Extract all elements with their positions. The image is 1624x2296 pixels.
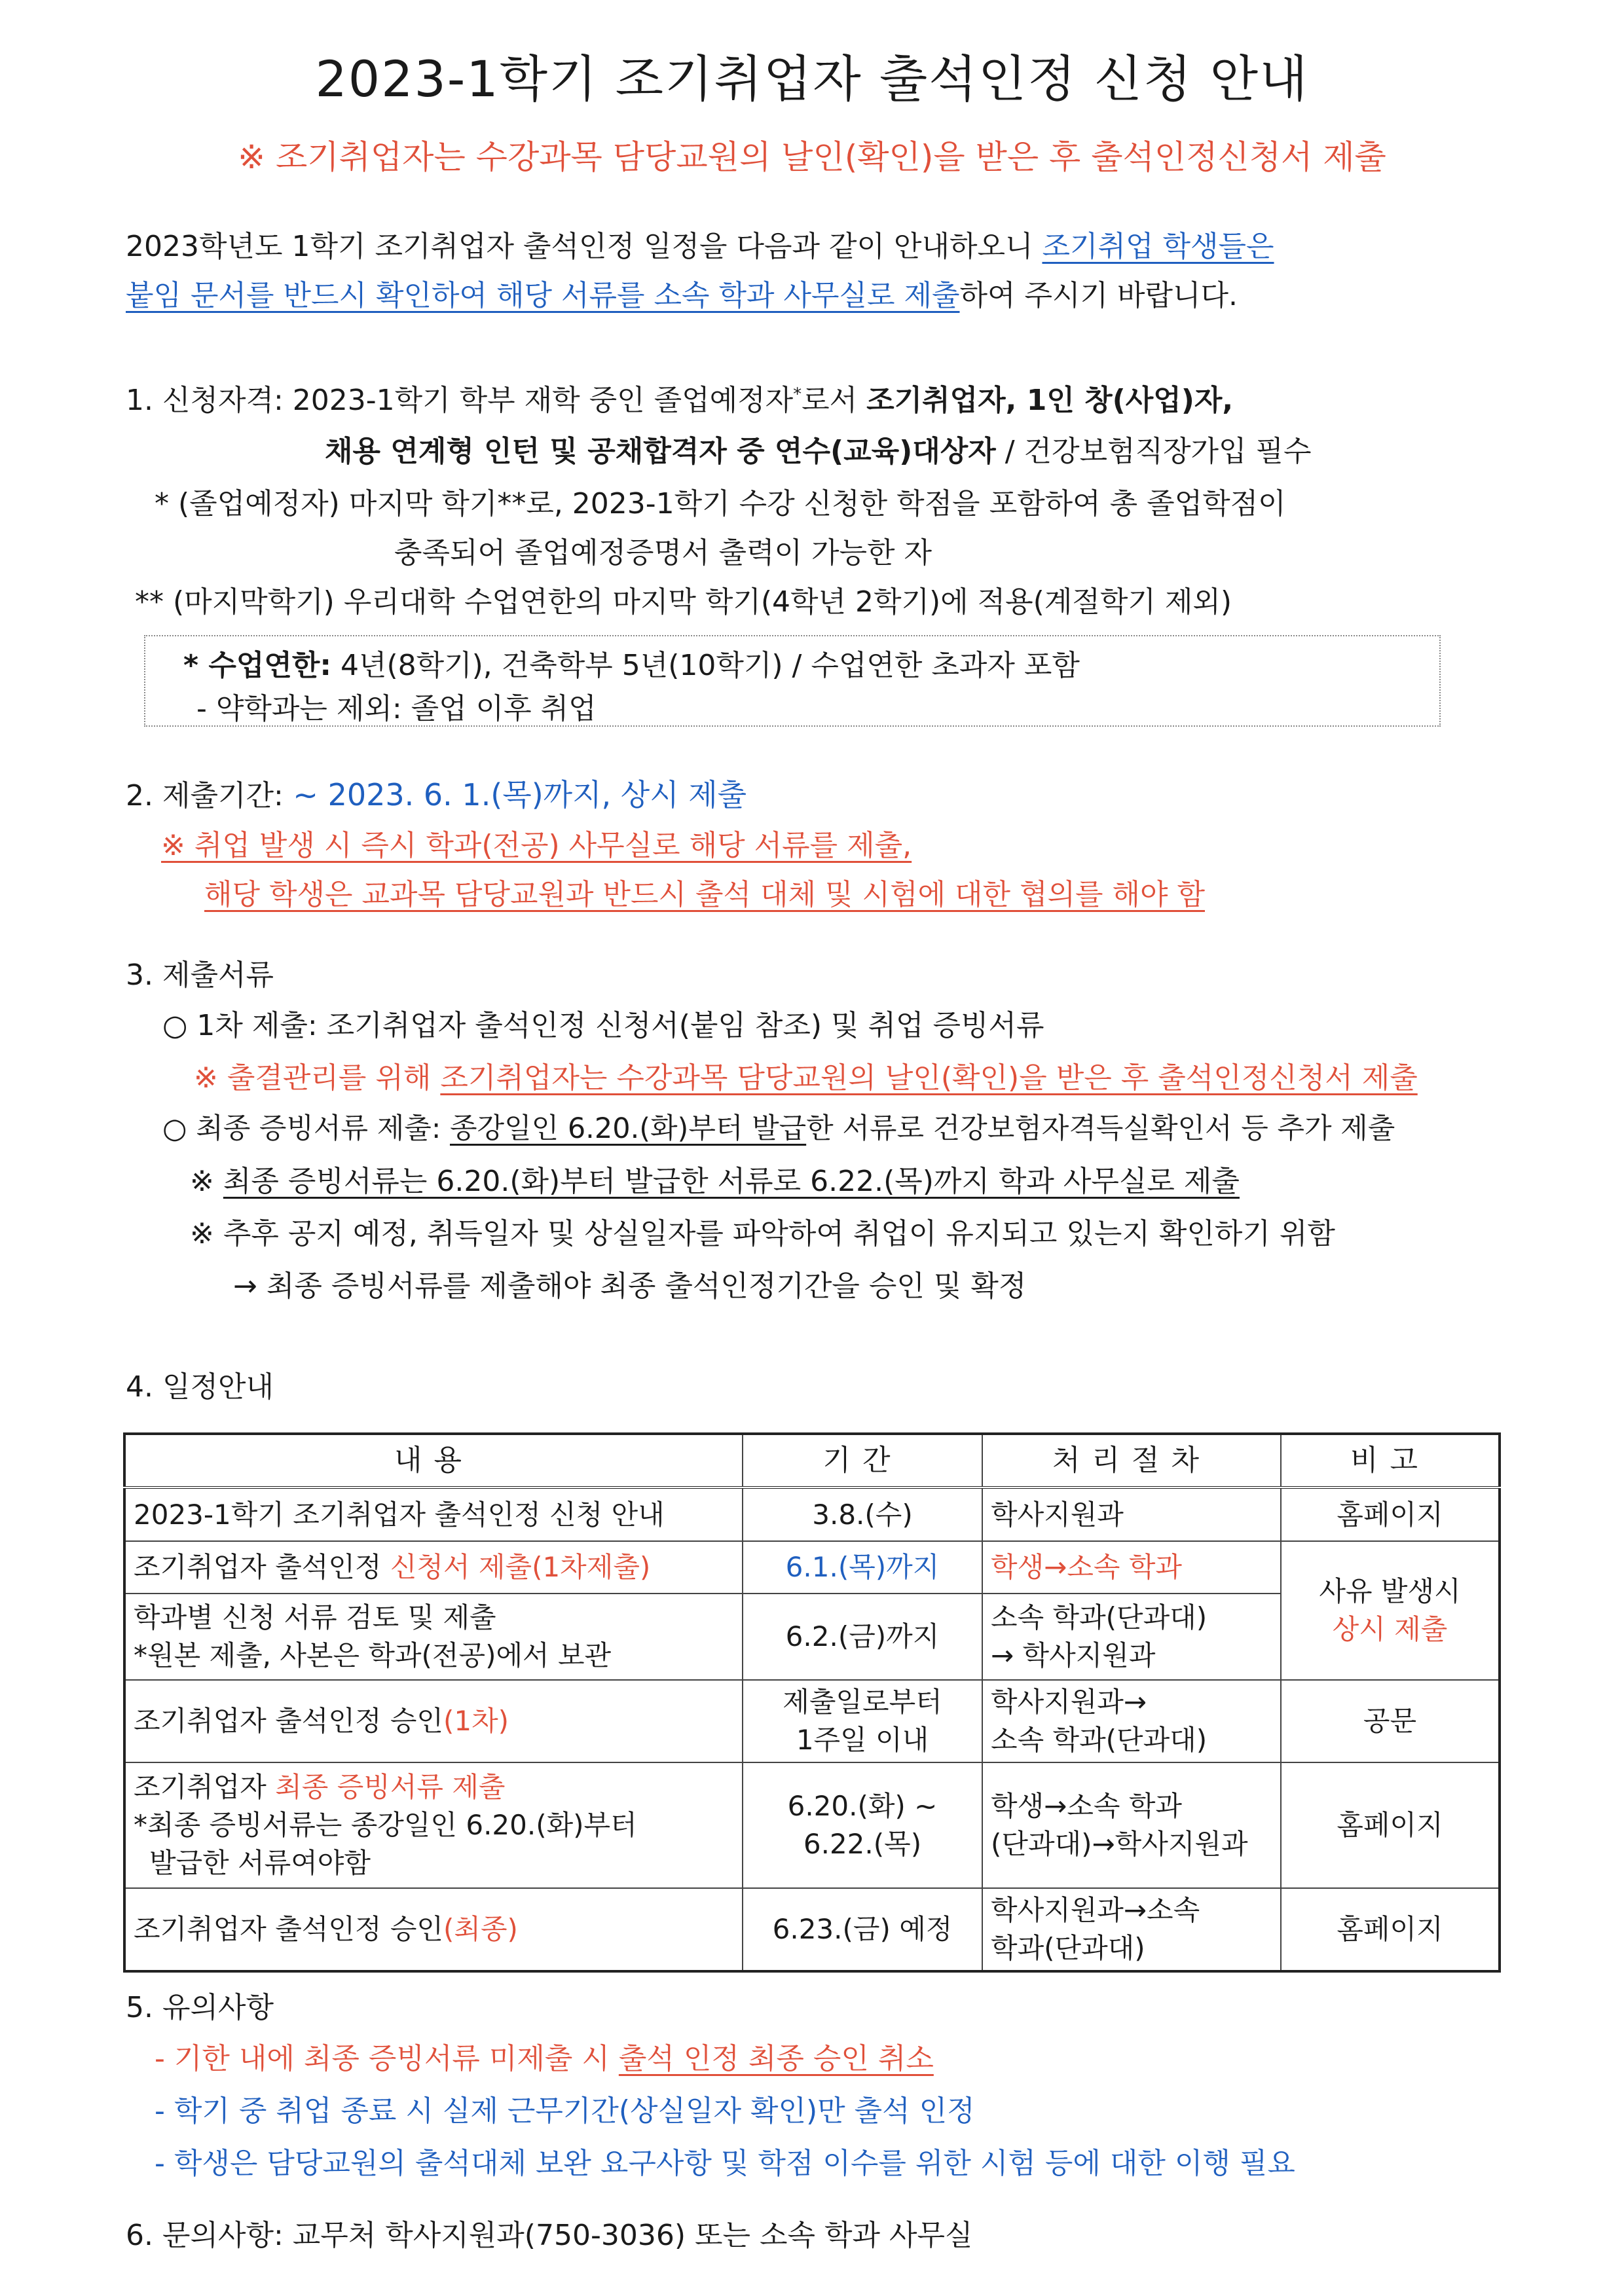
row-content [124, 1762, 743, 1888]
process-text: 학사지원과→소속 [991, 1894, 1200, 1926]
row-process: 학생→소속 학과 [982, 1541, 1281, 1594]
section1-text-3: / 건강보험직장가입 필수 [995, 435, 1312, 468]
process-text-2: (단과대)→학사지원과 [991, 1828, 1248, 1860]
section3-item-2-label: ○ 최종 증빙서류 제출: [162, 1112, 450, 1145]
row-process: 학사지원과 [982, 1487, 1281, 1541]
note-text: 사유 발생시 [1319, 1575, 1461, 1607]
intro-line-2 [126, 272, 1238, 314]
section1-bold: 조기취업자, 1인 창(사업)자, [866, 384, 1234, 417]
section1-bold-2: 채용 연계형 인턴 및 공채합격자 중 연수(교육)대상자 [325, 435, 996, 468]
section6-contact: 6. 문의사항: 교무처 학사지원과(750-3036) 또는 소속 학과 사무실 [126, 2219, 973, 2252]
table-row [124, 1762, 1500, 1888]
intro-highlight: 조기취업 학생들은 [1042, 230, 1274, 263]
intro-text-2: 하여 주시기 바랍니다. [959, 279, 1238, 312]
row-content [124, 1594, 743, 1680]
content-text: 조기취업자 출석인정 [134, 1551, 390, 1583]
section3-item-2-note-3: → 최종 증빙서류를 제출해야 최종 출석인정기간을 승인 및 확정 [233, 1269, 1027, 1303]
section2-note-1 [161, 822, 912, 864]
header-period: 기간 [743, 1434, 982, 1487]
content-subtext: *원본 제출, 사본은 학과(전공)에서 보관 [134, 1639, 612, 1671]
table-row [124, 1888, 1500, 1971]
table-row [124, 1487, 1500, 1541]
row-period: 6.2.(금)까지 [743, 1594, 982, 1680]
section3-item-2-note-1 [190, 1157, 1240, 1199]
intro-text: 2023학년도 1학기 조기취업자 출석인정 일정을 다음과 같이 안내하오니 [126, 230, 1043, 263]
section5-item-2: - 학기 중 취업 종료 시 실제 근무기간(상실일자 확인)만 출석 인정 [155, 2094, 975, 2128]
row-process [982, 1762, 1281, 1888]
row-period [743, 1762, 982, 1888]
section2-deadline: ~ 2023. 6. 1.(목)까지, 상시 제출 [283, 777, 747, 812]
row-note: 공문 [1281, 1680, 1500, 1762]
section2-note-2 [204, 871, 1205, 913]
content-subtext: *최종 증빙서류는 종강일인 6.20.(화)부터 [134, 1809, 637, 1841]
section3-item-2-text: 한 서류로 건강보험자격득실확인서 등 추가 제출 [806, 1112, 1395, 1145]
row-period: 3.8.(수) [743, 1487, 982, 1541]
row-content [124, 1680, 743, 1762]
section3-item-2 [162, 1106, 1395, 1146]
section3-item-1: ○ 1차 제출: 조기취업자 출석인정 신청서(붙임 참조) 및 취업 증빙서류 [162, 1009, 1044, 1042]
process-text-2: 소속 학과(단과대) [991, 1724, 1208, 1756]
section2-line [126, 771, 747, 814]
row-note: 홈페이지 [1281, 1487, 1500, 1541]
study-period-label: * 수업연한: [183, 649, 331, 682]
note-highlight: 상시 제출 [1332, 1613, 1448, 1645]
header-content: 내용 [124, 1434, 743, 1487]
period-text-2: 1주일 이내 [796, 1724, 929, 1756]
section5-item-1-underlined: 출석 인정 최종 승인 취소 [618, 2042, 934, 2075]
page-title: 2023-1학기 조기취업자 출석인정 신청 안내 [315, 50, 1309, 108]
section4-heading: 4. 일정안내 [126, 1370, 274, 1404]
section3-note-final-docs: 최종 증빙서류는 6.20.(화)부터 발급한 서류로 6.22.(목)까지 학과 사무실로 제출 [223, 1165, 1240, 1198]
table-row [124, 1680, 1500, 1762]
study-period-line-1 [183, 642, 1080, 683]
section3-item-2-underlined: 종강일인 6.20.(화)부터 발급 [450, 1112, 807, 1145]
header-process: 처리절차 [982, 1434, 1281, 1487]
row-note: 홈페이지 [1281, 1762, 1500, 1888]
section1-note-1b: 충족되어 졸업예정증명서 출력이 가능한 자 [394, 536, 932, 570]
section5-item-3: - 학생은 담당교원의 출석대체 보완 요구사항 및 학점 이수를 위한 시험 등에 대한 이행 필요 [155, 2147, 1295, 2180]
content-text: 2023-1학기 조기취업자 출석인정 신청 안내 [134, 1498, 665, 1531]
process-text: 소속 학과(단과대) [991, 1601, 1208, 1633]
process-text-2: 학과(단과대) [991, 1932, 1145, 1964]
process-text: 학생→소속 학과 [991, 1790, 1182, 1822]
section5-item-1 [155, 2035, 934, 2077]
intro-highlight-2: 붙임 문서를 반드시 확인하여 해당 서류를 소속 학과 사무실로 제출 [126, 279, 960, 312]
content-highlight: 신청서 제출(1차제출) [390, 1551, 651, 1583]
content-text: 학과별 신청 서류 검토 및 제출 [134, 1601, 496, 1633]
schedule-table [123, 1432, 1501, 1973]
content-text: 조기취업자 [134, 1771, 276, 1803]
section1-note-2: ** (마지막학기) 우리대학 수업연한의 마지막 학기(4학년 2학기)에 적용(계절학기 제외) [135, 585, 1232, 619]
row-content [124, 1888, 743, 1971]
section2-note-text-1: ※ 취업 발생 시 즉시 학과(전공) 사무실로 해당 서류를 제출, [161, 829, 912, 862]
row-period: 6.23.(금) 예정 [743, 1888, 982, 1971]
footnote-star: * [793, 384, 802, 405]
period-text: 6.20.(화) ~ [787, 1790, 938, 1822]
header-note: 비고 [1281, 1434, 1500, 1487]
section1-text: 2023-1학기 학부 재학 중인 졸업예정자 [283, 384, 794, 417]
content-highlight: 최종 증빙서류 제출 [275, 1771, 506, 1803]
row-process [982, 1888, 1281, 1971]
section1-line-1 [126, 376, 1233, 418]
content-subtext-2: 발급한 서류여야함 [149, 1847, 371, 1879]
section1-heading: 1. 신청자격: [126, 384, 284, 417]
page-subtitle: ※ 조기취업자는 수강과목 담당교원의 날인(확인)을 받은 후 출석인정신청서 제출 [238, 138, 1386, 176]
row-content [124, 1541, 743, 1594]
section2-note-text-2: 해당 학생은 교과목 담당교원과 반드시 출석 대체 및 시험에 대한 협의를 해야 함 [204, 878, 1205, 911]
row-content [124, 1487, 743, 1541]
section1-text-2: 로서 [802, 384, 867, 417]
section3-heading: 3. 제출서류 [126, 958, 274, 992]
section3-note-underlined: 조기취업자는 수강과목 담당교원의 날인(확인)을 받은 후 출석인정신청서 제출 [440, 1061, 1418, 1095]
period-text: 제출일로부터 [783, 1686, 942, 1718]
content-highlight: (1차) [443, 1705, 509, 1737]
study-period-line-2: - 약학과는 제외: 졸업 이후 취업 [196, 692, 597, 725]
section3-note-prefix: ※ 출결관리를 위해 [194, 1061, 441, 1095]
table-row [124, 1541, 1500, 1594]
row-period: 6.1.(목)까지 [743, 1541, 982, 1594]
row-process [982, 1680, 1281, 1762]
section1-note-1a: * (졸업예정자) 마지막 학기**로, 2023-1학기 수강 신청한 학점을 포함하여 총 졸업학점이 [155, 487, 1286, 520]
row-note [1281, 1541, 1500, 1680]
content-text: 조기취업자 출석인정 승인 [134, 1913, 443, 1945]
row-note: 홈페이지 [1281, 1888, 1500, 1971]
process-text: 학사지원과→ [991, 1686, 1147, 1718]
section3-item-2-note-2: ※ 추후 공지 예정, 취득일자 및 상실일자를 파악하여 취업이 유지되고 있는지 확인하기 위함 [190, 1217, 1335, 1250]
section5-item-1-text: - 기한 내에 최종 증빙서류 미제출 시 [155, 2042, 619, 2075]
note-mark: ※ [190, 1165, 223, 1198]
section1-line-2 [325, 428, 1312, 469]
section3-item-1-note [194, 1054, 1418, 1096]
content-highlight: (최종) [443, 1913, 518, 1945]
content-text: 조기취업자 출석인정 승인 [134, 1705, 443, 1737]
section5-heading: 5. 유의사항 [126, 1991, 274, 2024]
period-text-2: 6.22.(목) [803, 1828, 922, 1860]
process-text-2: → 학사지원과 [991, 1639, 1156, 1671]
intro-line-1 [126, 223, 1274, 264]
table-header-row [124, 1434, 1500, 1487]
study-period-text: 4년(8학기), 건축학부 5년(10학기) / 수업연한 초과자 포함 [331, 649, 1080, 682]
section2-heading: 2. 제출기간: [126, 779, 284, 812]
row-period [743, 1680, 982, 1762]
row-process [982, 1594, 1281, 1680]
